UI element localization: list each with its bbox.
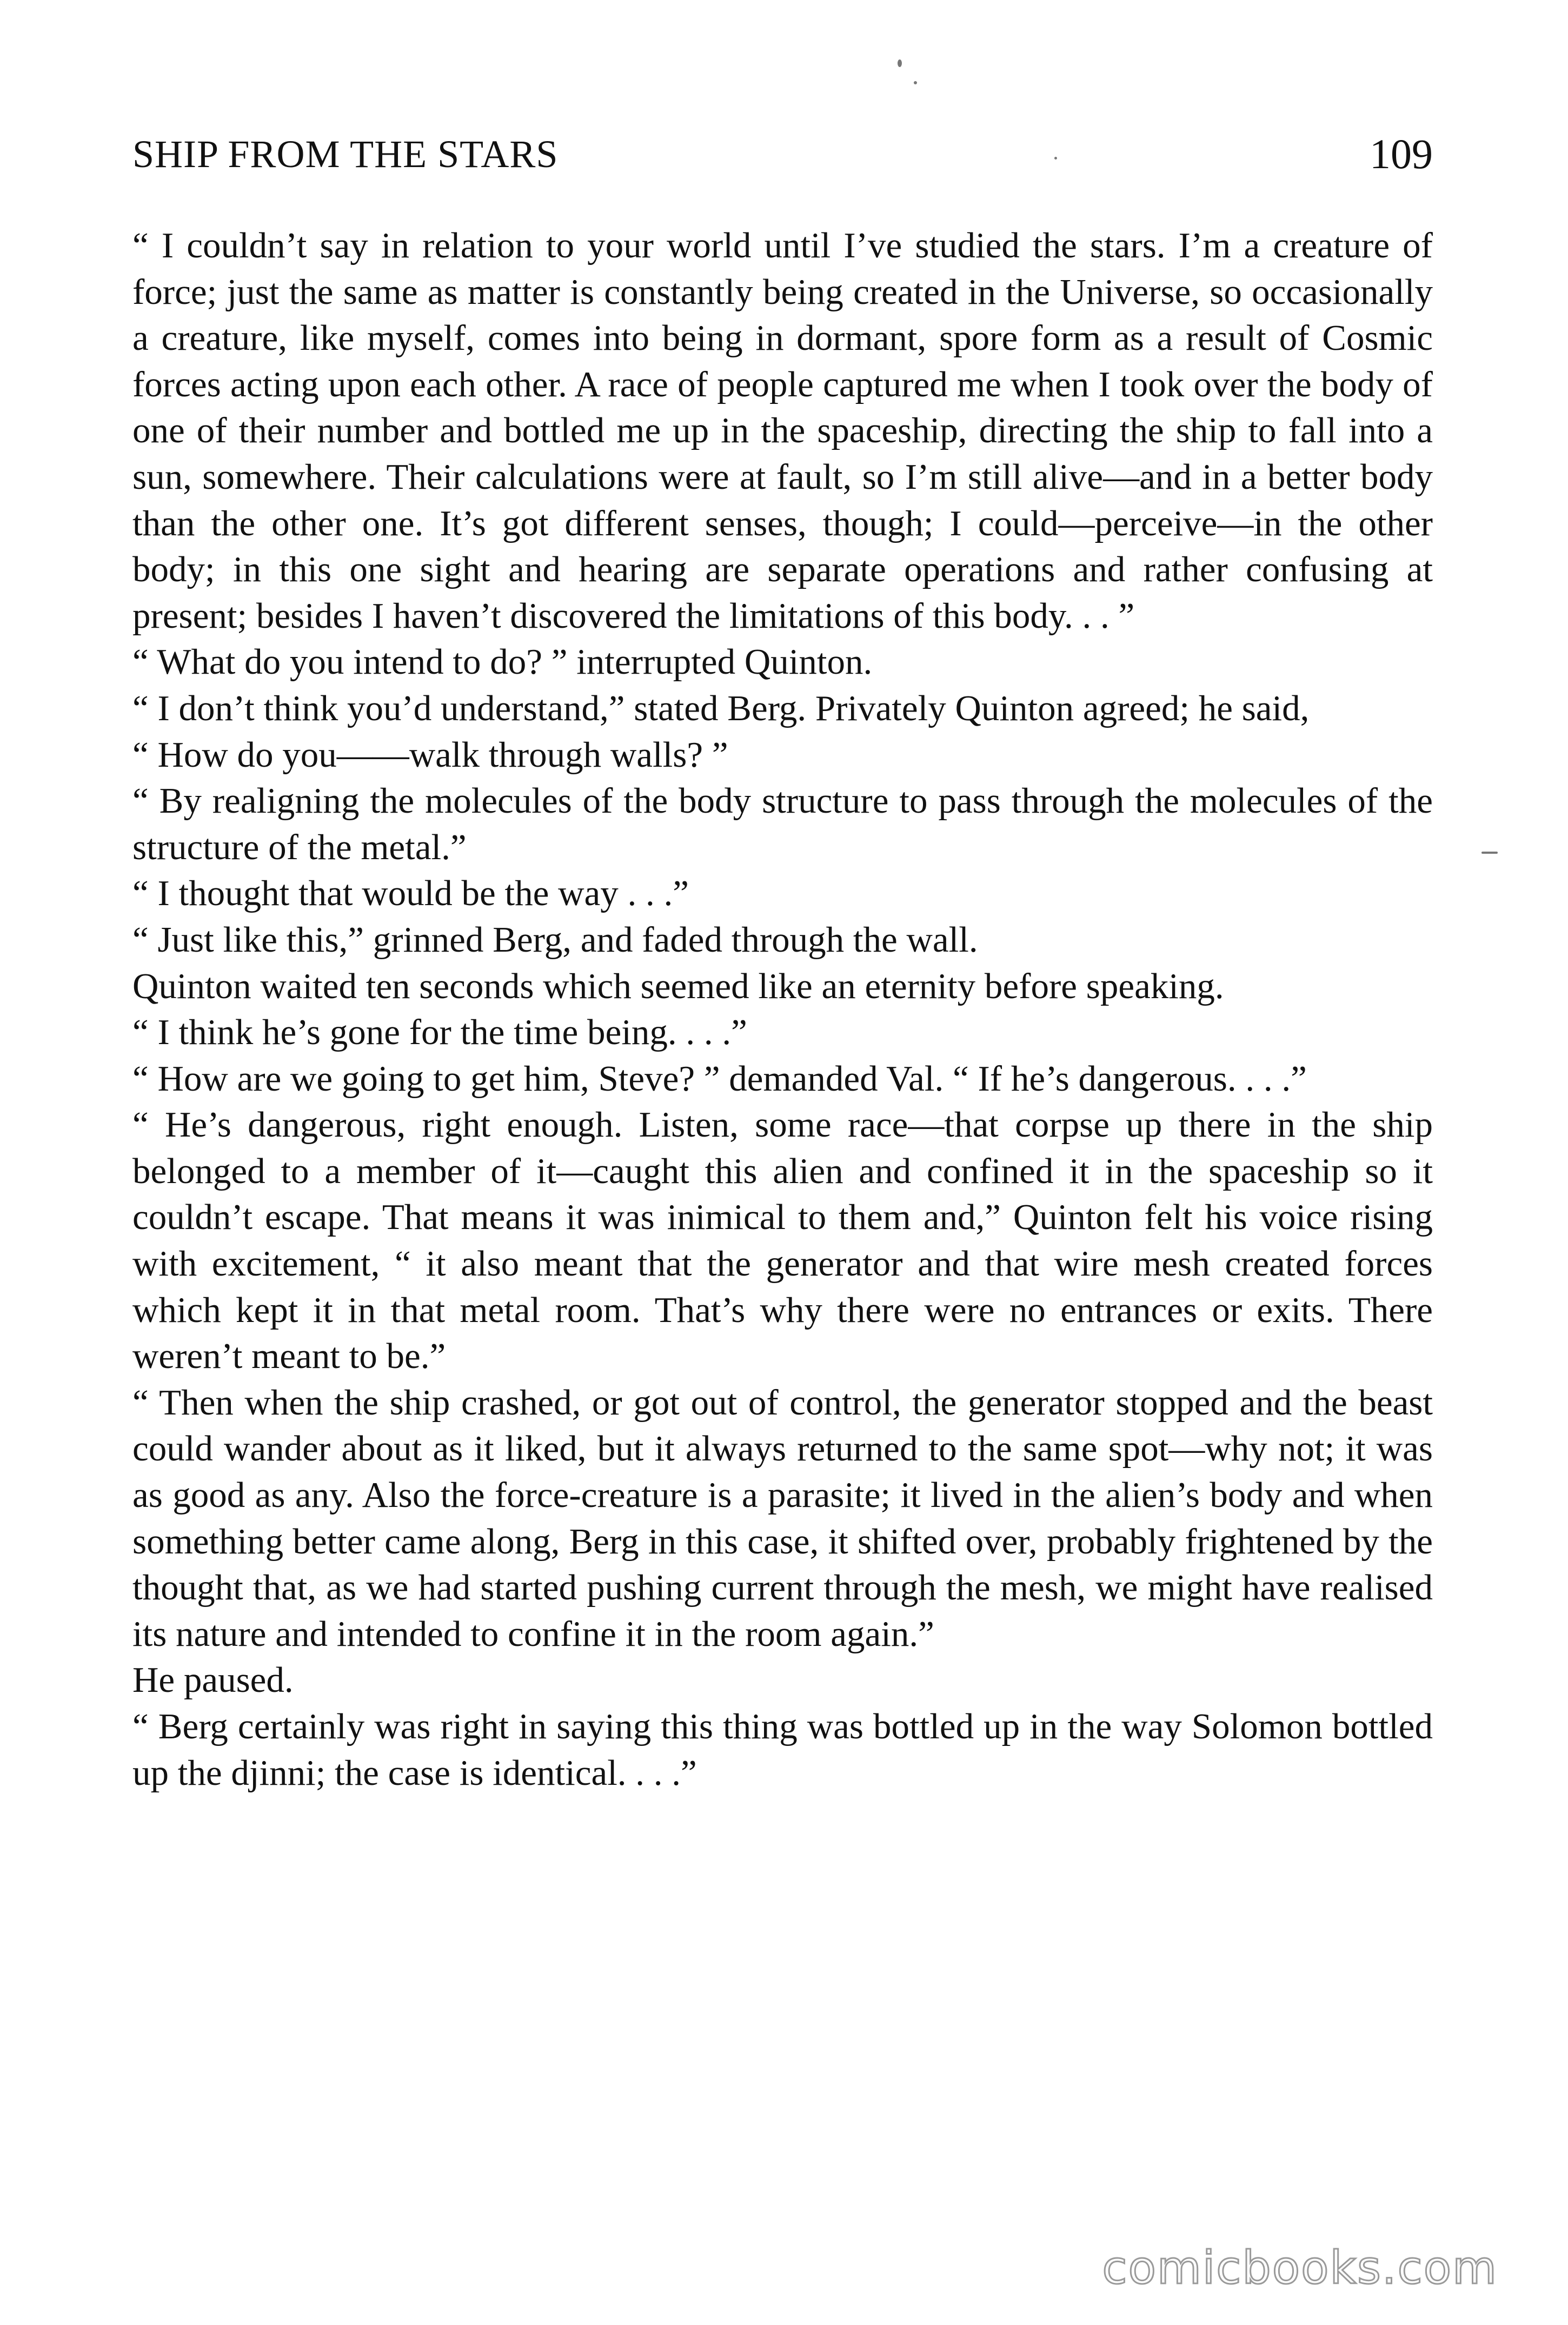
paragraph: “ Then when the ship crashed, or got out of control, the generator stopped and the beast could wander about as it liked, but it always returned to the same spot—why not; it was as good as any. Also the force-creature is a parasite; it lived in the alien’s body and when something better came along, Berg in this case, it shifted over, probably frightened by the thought that, as we had started pushing current through the mesh, we might have realised its nature and intended to confine it in the room again.” xyxy=(132,1382,1433,1654)
paragraph: “ I don’t think you’d understand,” stated Berg. Privately Quinton agreed; he said, xyxy=(132,688,1310,728)
site-watermark: comicbooks.com xyxy=(1102,2241,1498,2294)
paragraph: “ Just like this,” grinned Berg, and faded through the wall. xyxy=(132,919,978,960)
page-number: 109 xyxy=(1370,130,1433,177)
paragraph: “ I couldn’t say in relation to your world until I’ve studied the stars. I’m a creature of force; just the same as matter is constantly being created in the Universe, so occasionally a creature, like myself, comes into being in dormant, spore form as a result of Cosmic forces acting upon each other. A race of people captured me when I took over the body of one of their number and bottled me up in the spaceship, directing the ship to fall into a sun, somewhere. Their calculations were at fault, so I’m still alive—and in a better body than the other one. It’s got different senses, though; I could—perceive—in the other body; in this one sight and hearing are separate operations and rather confusing at present; besides I haven’t discovered the limitations of this body. . . ” xyxy=(132,225,1433,636)
body-text xyxy=(132,223,1433,1796)
running-title: SHIP FROM THE STARS xyxy=(132,132,559,176)
print-speck xyxy=(1054,157,1057,160)
paragraph: Quinton waited ten seconds which seemed like an eternity before speaking. xyxy=(132,966,1224,1006)
print-speck xyxy=(1481,852,1498,854)
paragraph: “ How are we going to get him, Steve? ” demanded Val. “ If he’s dangerous. . . .” xyxy=(132,1058,1307,1099)
paragraph: “ What do you intend to do? ” interrupted Quinton. xyxy=(132,642,873,682)
running-header xyxy=(132,122,1433,187)
paragraph: “ How do you——walk through walls? ” xyxy=(132,734,728,775)
print-speck xyxy=(898,59,902,67)
paragraph: “ I thought that would be the way . . .” xyxy=(132,873,689,914)
paragraph: He paused. xyxy=(132,1660,294,1700)
print-speck xyxy=(914,81,917,84)
paragraph: “ He’s dangerous, right enough. Listen, some race—that corpse up there in the ship belonged to a member of it—caught this alien and confined it in the spaceship so it couldn’t escape. That means it was inimical to them and,” Quinton felt his voice rising with excitement, “ it also meant that the generator and that wire mesh created forces which kept it in that metal room. That’s why there were no entrances or exits. There weren’t meant to be.” xyxy=(132,1105,1433,1377)
paragraph: “ By realigning the molecules of the body structure to pass through the molecules of the structure of the metal.” xyxy=(132,781,1433,867)
paragraph: “ Berg certainly was right in saying this thing was bottled up in the way Solomon bottled up the djinni; the case is identical. . . .” xyxy=(132,1706,1433,1793)
paragraph: “ I think he’s gone for the time being. . . .” xyxy=(132,1012,747,1053)
